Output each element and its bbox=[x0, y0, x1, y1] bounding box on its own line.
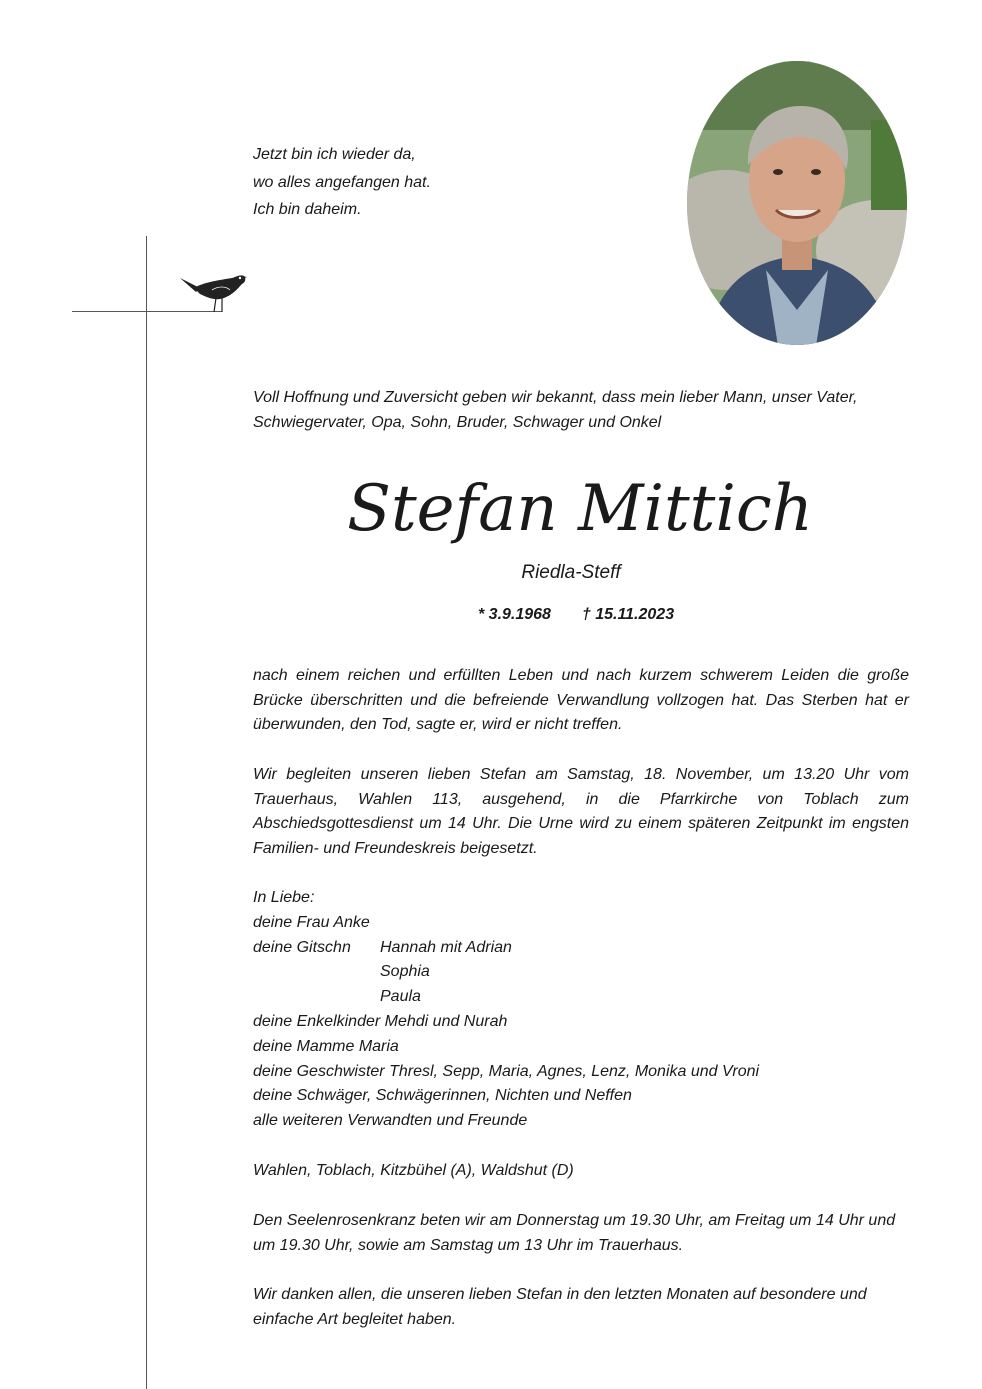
family-children-row bbox=[253, 960, 909, 985]
birth-date: * 3.9.1968 bbox=[478, 606, 551, 623]
motto bbox=[253, 141, 431, 224]
child-name: Sophia bbox=[380, 963, 430, 981]
rosary-text: Den Seelenrosenkranz beten wir am Donnerstag um 19.30 Uhr, am Freitag um 14 Uhr und um 19.30 Uhr, sowie am Samstag um 13 Uhr im Trauerhaus. bbox=[253, 1212, 896, 1254]
portrait-photo bbox=[686, 60, 908, 346]
motto-line: Ich bin daheim. bbox=[253, 201, 362, 218]
family-wife: deine Frau Anke bbox=[253, 913, 370, 931]
life-text: nach einem reichen und erfüllten Leben und nach kurzem schwerem Leiden die große Brücke überschritten und die befreiende Verwandlung vollzogen hat. Das Sterben hat er überwunden, den Tod, sagte er, wird er nicht treffen. bbox=[253, 667, 909, 733]
nickname: Riedla-Steff bbox=[521, 562, 621, 583]
motto-line: wo alles angefangen hat. bbox=[253, 173, 431, 191]
places: Wahlen, Toblach, Kitzbühel (A), Waldshut (D) bbox=[253, 1162, 574, 1179]
death-date: † 15.11.2023 bbox=[581, 606, 675, 623]
deceased-name-text: Stefan Mittich bbox=[347, 472, 813, 546]
children-label: deine Gitschn bbox=[253, 938, 351, 956]
thanks-text: Wir danken allen, die unseren lieben Stefan in den letzten Monaten auf besondere und einfache Art begleitet haben. bbox=[253, 1286, 867, 1328]
family-children-row bbox=[253, 936, 909, 961]
life-dates bbox=[478, 606, 674, 624]
family-siblings: deine Geschwister Thresl, Sepp, Maria, Agnes, Lenz, Monika und Vroni bbox=[253, 1062, 760, 1080]
family-mother: deine Mamme Maria bbox=[253, 1037, 399, 1055]
intro-text: Voll Hoffnung und Zuversicht geben wir bekannt, dass mein lieber Mann, unser Vater, Schwiegervater, Opa, Sohn, Bruder, Schwager und Onkel bbox=[253, 389, 858, 431]
deceased-name bbox=[320, 458, 840, 558]
family-heading: In Liebe: bbox=[253, 889, 315, 906]
family-children-row bbox=[253, 985, 909, 1010]
child-name: Hannah mit Adrian bbox=[380, 938, 512, 956]
motto-line: Jetzt bin ich wieder da, bbox=[253, 146, 416, 163]
bird-icon bbox=[176, 266, 248, 314]
family-others: alle weiteren Verwandten und Freunde bbox=[253, 1112, 528, 1130]
family-grandchildren: deine Enkelkinder Mehdi und Nurah bbox=[253, 1012, 508, 1030]
funeral-text: Wir begleiten unseren lieben Stefan am Samstag, 18. November, um 13.20 Uhr vom Trauerhaus, Wahlen 113, ausgehend, in die Pfarrkirche von Toblach zum Abschiedsgottesdienst um 14 Uhr. Die Urne wird zu einem späteren Zeitpunkt im engsten Familien- und Freundeskreis beigesetzt. bbox=[253, 766, 909, 857]
child-name: Paula bbox=[380, 988, 421, 1006]
cross-vertical-line bbox=[146, 236, 147, 1389]
family-in-laws: deine Schwäger, Schwägerinnen, Nichten und Neffen bbox=[253, 1087, 632, 1105]
family-list bbox=[253, 886, 909, 1134]
